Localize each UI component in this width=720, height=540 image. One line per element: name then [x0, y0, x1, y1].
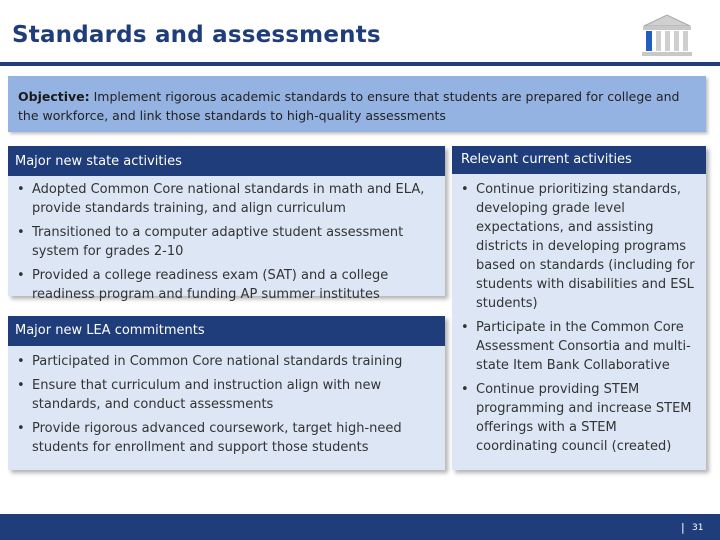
lea-commitments-heading: Major new LEA commitments	[8, 316, 445, 346]
bullet-icon: •	[17, 421, 25, 436]
current-activities-heading: Relevant current activities	[452, 146, 706, 174]
bullet-icon: •	[17, 268, 25, 283]
objective-banner	[8, 76, 706, 132]
page-title: Standards and assessments	[12, 22, 381, 48]
state-activities-heading: Major new state activities	[8, 146, 445, 176]
page-number: 31	[692, 523, 704, 533]
building-columns-icon	[636, 12, 698, 60]
list-item: • Provide rigorous advanced coursework, target high-need students for enrollment and support those students	[17, 421, 402, 455]
footer-separator: |	[681, 521, 685, 534]
objective-text: Implement rigorous academic standards to ensure that students are prepared for college and the workforce, and link those standards to high-quality assessments	[18, 89, 680, 123]
list-item: • Participate in the Common Core Assessment Consortia and multi-state Item Bank Collaborative	[461, 320, 691, 373]
list-item: • Ensure that curriculum and instruction align with new standards, and conduct assessments	[17, 378, 382, 412]
bullet-icon: •	[17, 354, 25, 369]
list-item: • Participated in Common Core national standards training	[17, 354, 403, 369]
list-item: • Continue prioritizing standards, developing grade level expectations, and assisting districts in developing programs based on standards (including for students with disabilities and ESL students)	[461, 182, 695, 311]
current-activities-panel	[452, 146, 706, 470]
bullet-icon: •	[17, 225, 25, 240]
bullet-icon: •	[461, 382, 469, 397]
title-divider	[0, 62, 720, 66]
list-item: • Provided a college readiness exam (SAT) and a college readiness program and funding AP summer institutes	[17, 268, 389, 302]
current-activities-list	[458, 180, 698, 456]
bullet-icon: •	[17, 378, 25, 393]
bullet-icon: •	[17, 182, 25, 197]
lea-commitments-list	[14, 352, 439, 457]
bullet-icon: •	[461, 320, 469, 335]
lea-commitments-panel	[8, 316, 445, 470]
objective-label: Objective:	[18, 89, 90, 104]
list-item: • Adopted Common Core national standards in math and ELA, provide standards training, and align curriculum	[17, 182, 425, 216]
state-activities-list	[14, 180, 439, 304]
state-activities-panel	[8, 146, 445, 302]
list-item: • Transitioned to a computer adaptive student assessment system for grades 2-10	[17, 225, 404, 259]
bullet-icon: •	[461, 182, 469, 197]
list-item: • Continue providing STEM programming and increase STEM offerings with a STEM coordinating council (created)	[461, 382, 692, 454]
footer-bar	[0, 514, 720, 540]
